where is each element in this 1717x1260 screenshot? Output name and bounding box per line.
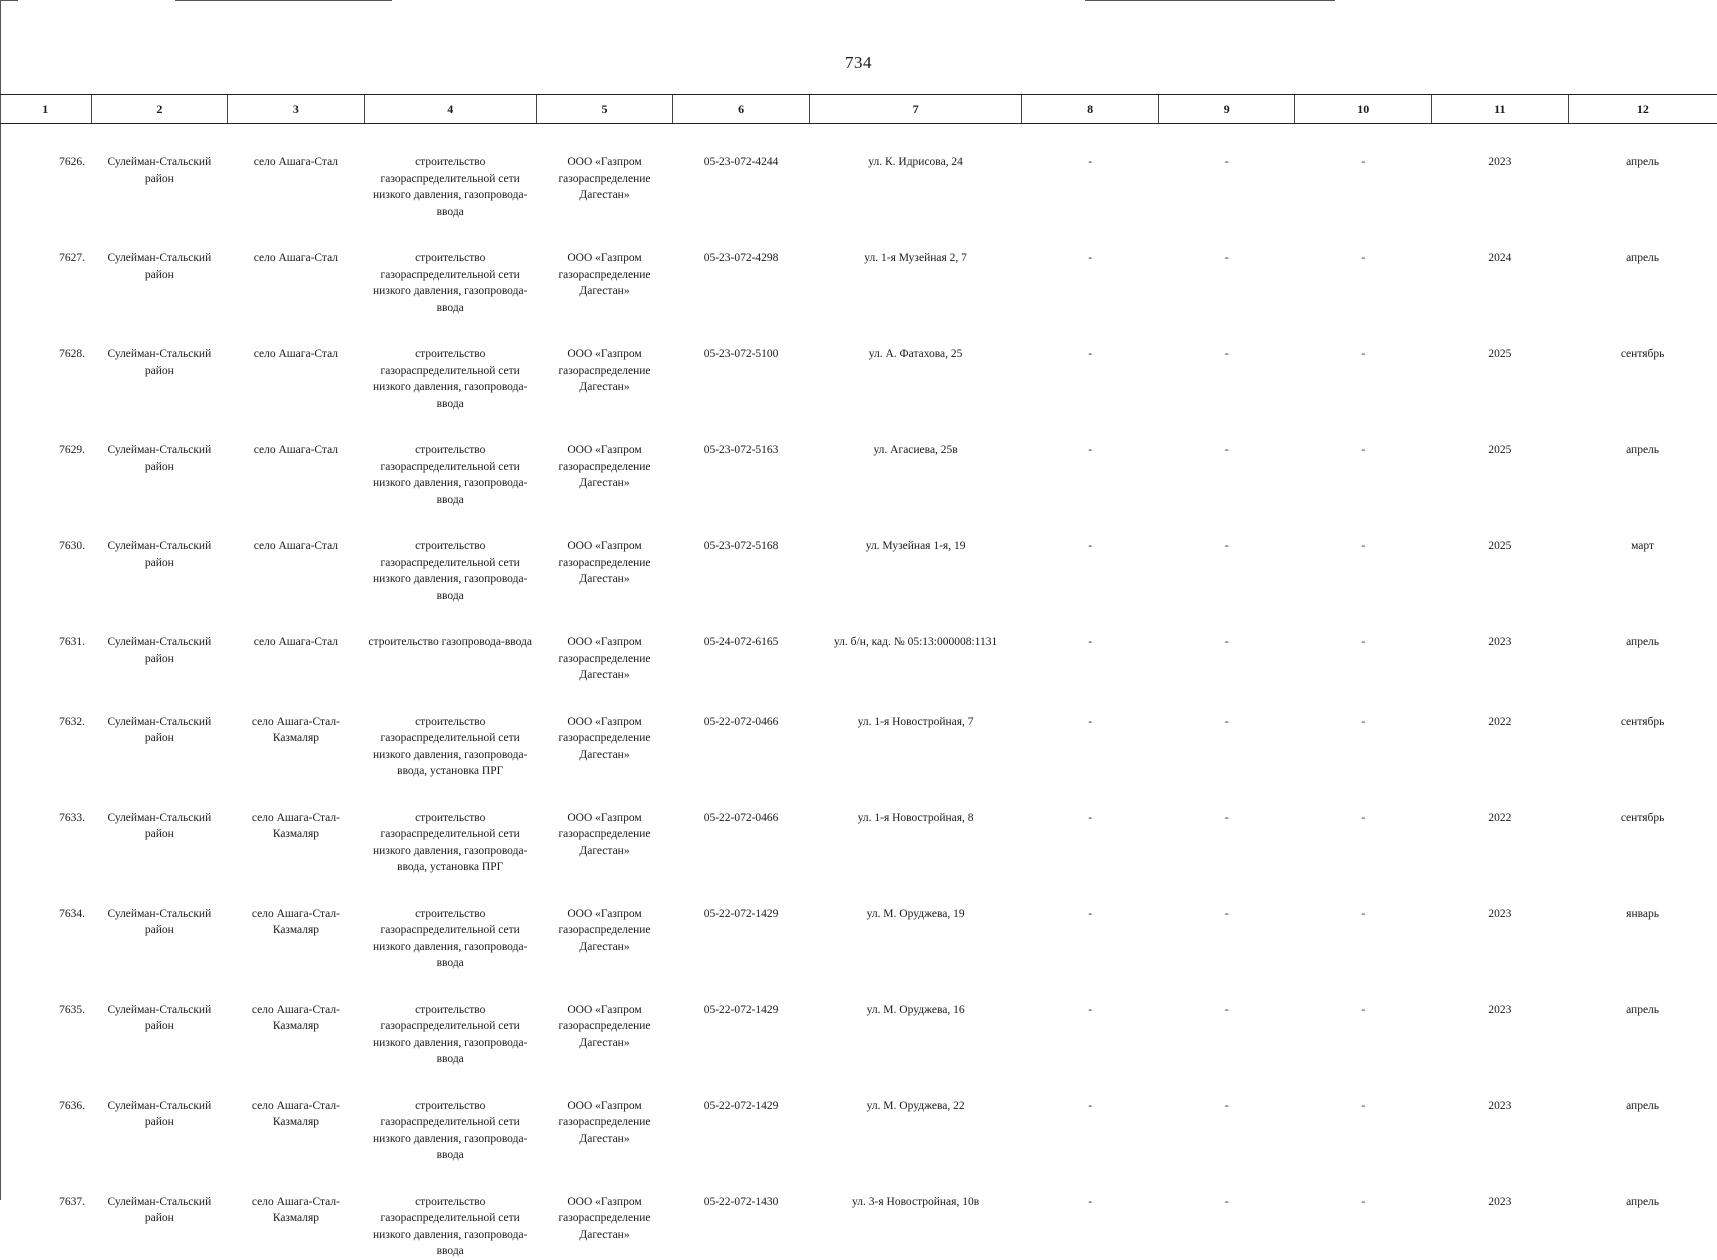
column-header: 12: [1568, 95, 1717, 124]
column-8-cell: -: [1088, 1003, 1093, 1016]
organization-cell: ООО «Газпром газораспределение Дагестан»: [558, 156, 651, 201]
settlement-cell: село Ашага-Стал-Казмаляр: [251, 1099, 340, 1128]
column-10-cell: -: [1361, 715, 1366, 728]
year-cell: 2023: [1488, 1003, 1512, 1016]
address-cell: ул. М. Оруджева, 19: [866, 907, 965, 920]
column-10-cell: -: [1361, 1099, 1366, 1112]
column-9-cell: -: [1224, 1195, 1229, 1208]
organization-cell: ООО «Газпром газораспределение Дагестан»: [558, 811, 651, 857]
column-10-cell: -: [1361, 636, 1366, 648]
table-row: [0, 220, 1717, 316]
column-10-cell: -: [1361, 907, 1366, 920]
year-cell: 2022: [1488, 811, 1512, 824]
year-cell: 2022: [1488, 715, 1512, 728]
column-9-cell: -: [1224, 811, 1229, 824]
work-type-cell: строительство газораспределительной сети низкого давления, газопровода-ввода: [373, 907, 528, 969]
year-cell: 2023: [1488, 636, 1512, 648]
row-number: 7636.: [59, 1099, 86, 1112]
table-row: [0, 1068, 1717, 1164]
object-code-cell: 05-23-072-5100: [703, 348, 779, 360]
column-8-cell: -: [1088, 156, 1093, 168]
district-cell: Сулейман-Стальский район: [107, 348, 212, 377]
scan-line-corner: [0, 0, 18, 1]
district-cell: Сулейман-Стальский район: [107, 252, 212, 281]
settlement-cell: село Ашага-Стал-Казмаляр: [251, 907, 340, 936]
row-number: 7630.: [59, 540, 86, 552]
column-10-cell: -: [1361, 540, 1366, 552]
district-cell: Сулейман-Стальский район: [107, 715, 212, 744]
organization-cell: ООО «Газпром газораспределение Дагестан»: [558, 1099, 651, 1145]
page-number: 734: [845, 53, 872, 72]
month-cell: апрель: [1626, 636, 1660, 648]
row-number: 7626.: [59, 156, 86, 168]
settlement-cell: село Ашага-Стал-Казмаляр: [251, 1195, 340, 1224]
column-8-cell: -: [1088, 907, 1093, 920]
object-code-cell: 05-23-072-4298: [703, 252, 779, 264]
column-10-cell: -: [1361, 1195, 1366, 1208]
district-cell: Сулейман-Стальский район: [107, 156, 212, 185]
work-type-cell: строительство газораспределительной сети низкого давления, газопровода-ввода: [373, 540, 528, 602]
address-cell: ул. б/н, кад. № 05:13:000008:1131: [833, 636, 998, 648]
work-type-cell: строительство газораспределительной сети низкого давления, газопровода-ввода, установка ПРГ: [373, 811, 528, 873]
object-code-cell: 05-22-072-1429: [703, 1003, 779, 1016]
row-number: 7634.: [59, 907, 86, 920]
settlement-cell: село Ашага-Стал-Казмаляр: [251, 1003, 340, 1032]
row-number: 7628.: [59, 348, 86, 360]
table-row: [0, 508, 1717, 604]
district-cell: Сулейман-Стальский район: [107, 540, 212, 569]
column-10-cell: -: [1361, 156, 1366, 168]
address-cell: ул. А. Фатахова, 25: [868, 348, 963, 360]
year-cell: 2023: [1488, 1099, 1512, 1112]
column-header: 5: [536, 95, 673, 124]
column-8-cell: -: [1088, 1195, 1093, 1208]
object-code-cell: 05-22-072-1430: [703, 1195, 779, 1208]
year-cell: 2023: [1488, 1195, 1512, 1208]
column-8-cell: -: [1088, 715, 1093, 728]
year-cell: 2025: [1488, 444, 1512, 456]
organization-cell: ООО «Газпром газораспределение Дагестан»: [558, 1195, 651, 1241]
table-row: [0, 684, 1717, 780]
object-code-cell: 05-24-072-6165: [703, 636, 779, 648]
district-cell: Сулейман-Стальский район: [107, 636, 212, 665]
organization-cell: ООО «Газпром газораспределение Дагестан»: [558, 715, 651, 761]
column-9-cell: -: [1224, 252, 1229, 264]
organization-cell: ООО «Газпром газораспределение Дагестан»: [558, 907, 651, 953]
row-number: 7629.: [59, 444, 86, 456]
year-cell: 2024: [1488, 252, 1512, 264]
column-9-cell: -: [1224, 907, 1229, 920]
month-cell: сентябрь: [1620, 348, 1665, 360]
column-header: 11: [1432, 95, 1569, 124]
column-header: 1: [0, 95, 91, 124]
address-cell: ул. М. Оруджева, 22: [866, 1099, 965, 1112]
column-header: 3: [228, 95, 365, 124]
organization-cell: ООО «Газпром газораспределение Дагестан»: [558, 540, 651, 585]
header-row: [0, 95, 1717, 124]
scan-line-top-left: [175, 0, 392, 1]
object-code-cell: 05-22-072-1429: [703, 1099, 779, 1112]
table-row: [0, 316, 1717, 412]
address-cell: ул. М. Оруджева, 16: [866, 1003, 965, 1016]
table-row: [0, 876, 1717, 972]
row-number: 7631.: [59, 636, 86, 648]
column-header: 4: [364, 95, 536, 124]
year-cell: 2025: [1488, 540, 1512, 552]
column-10-cell: -: [1361, 444, 1366, 456]
year-cell: 2023: [1488, 156, 1512, 168]
month-cell: апрель: [1626, 444, 1660, 456]
row-number: 7633.: [59, 811, 86, 824]
address-cell: ул. 3-я Новостройная, 10в: [852, 1195, 980, 1208]
row-number: 7627.: [59, 252, 86, 264]
column-header: 9: [1158, 95, 1295, 124]
district-cell: Сулейман-Стальский район: [107, 1195, 212, 1224]
district-cell: Сулейман-Стальский район: [107, 1003, 212, 1032]
column-8-cell: -: [1088, 811, 1093, 824]
row-number: 7635.: [59, 1003, 86, 1016]
month-cell: сентябрь: [1620, 715, 1665, 728]
object-code-cell: 05-23-072-5168: [703, 540, 779, 552]
row-number: 7632.: [59, 715, 86, 728]
settlement-cell: село Ашага-Стал: [253, 540, 339, 552]
settlement-cell: село Ашага-Стал-Казмаляр: [251, 811, 340, 840]
settlement-cell: село Ашага-Стал-Казмаляр: [251, 715, 340, 744]
organization-cell: ООО «Газпром газораспределение Дагестан»: [558, 252, 651, 297]
settlement-cell: село Ашага-Стал: [253, 444, 339, 456]
column-10-cell: -: [1361, 348, 1366, 360]
month-cell: январь: [1626, 907, 1659, 920]
month-cell: апрель: [1626, 1195, 1660, 1208]
column-10-cell: -: [1361, 1003, 1366, 1016]
column-8-cell: -: [1088, 1099, 1093, 1112]
column-9-cell: -: [1224, 1003, 1229, 1016]
table-row: [0, 972, 1717, 1068]
object-code-cell: 05-22-072-1429: [703, 907, 779, 920]
year-cell: 2025: [1488, 348, 1512, 360]
column-9-cell: -: [1224, 1099, 1229, 1112]
month-cell: апрель: [1626, 1003, 1660, 1016]
column-9-cell: -: [1224, 540, 1229, 552]
address-cell: ул. Агасиева, 25в: [873, 444, 958, 456]
column-10-cell: -: [1361, 252, 1366, 264]
address-cell: ул. К. Идрисова, 24: [868, 156, 963, 168]
column-9-cell: -: [1224, 715, 1229, 728]
work-type-cell: строительство газораспределительной сети низкого давления, газопровода-ввода: [373, 156, 528, 218]
settlement-cell: село Ашага-Стал: [253, 636, 339, 648]
table-row: [0, 1164, 1717, 1260]
work-type-cell: строительство газораспределительной сети низкого давления, газопровода-ввода: [373, 252, 528, 314]
organization-cell: ООО «Газпром газораспределение Дагестан»: [558, 444, 651, 489]
column-9-cell: -: [1224, 444, 1229, 456]
district-cell: Сулейман-Стальский район: [107, 811, 212, 840]
organization-cell: ООО «Газпром газораспределение Дагестан»: [558, 348, 651, 393]
column-10-cell: -: [1361, 811, 1366, 824]
settlement-cell: село Ашага-Стал: [253, 156, 339, 168]
column-header: 10: [1295, 95, 1432, 124]
column-header: 2: [91, 95, 228, 124]
settlement-cell: село Ашага-Стал: [253, 252, 339, 264]
district-cell: Сулейман-Стальский район: [107, 444, 212, 473]
column-8-cell: -: [1088, 348, 1093, 360]
work-type-cell: строительство газораспределительной сети низкого давления, газопровода-ввода: [373, 1099, 528, 1161]
work-type-cell: строительство газораспределительной сети низкого давления, газопровода-ввода: [373, 444, 528, 506]
settlement-cell: село Ашага-Стал: [253, 348, 339, 360]
row-number: 7637.: [59, 1195, 86, 1208]
table-row: [0, 604, 1717, 684]
column-9-cell: -: [1224, 156, 1229, 168]
column-8-cell: -: [1088, 540, 1093, 552]
organization-cell: ООО «Газпром газораспределение Дагестан»: [558, 636, 651, 681]
address-cell: ул. 1-я Музейная 2, 7: [864, 252, 967, 264]
month-cell: апрель: [1626, 1099, 1660, 1112]
organization-cell: ООО «Газпром газораспределение Дагестан»: [558, 1003, 651, 1049]
table-row: [0, 780, 1717, 876]
column-9-cell: -: [1224, 348, 1229, 360]
district-cell: Сулейман-Стальский район: [107, 907, 212, 936]
address-cell: ул. 1-я Новостройная, 8: [857, 811, 974, 824]
object-code-cell: 05-22-072-0466: [703, 715, 779, 728]
registry-table: [0, 94, 1717, 1260]
work-type-cell: строительство газопровода-ввода: [368, 636, 532, 648]
year-cell: 2023: [1488, 907, 1512, 920]
month-cell: апрель: [1626, 156, 1660, 168]
object-code-cell: 05-23-072-5163: [703, 444, 779, 456]
address-cell: ул. 1-я Новостройная, 7: [857, 715, 974, 728]
scan-line-top-right: [1085, 0, 1335, 1]
column-8-cell: -: [1088, 252, 1093, 264]
column-header: 6: [673, 95, 810, 124]
column-header: 7: [809, 95, 1021, 124]
column-header: 8: [1022, 95, 1159, 124]
column-9-cell: -: [1224, 636, 1229, 648]
month-cell: сентябрь: [1620, 811, 1665, 824]
column-8-cell: -: [1088, 636, 1093, 648]
table-row: [0, 124, 1717, 221]
object-code-cell: 05-23-072-4244: [703, 156, 779, 168]
work-type-cell: строительство газораспределительной сети низкого давления, газопровода-ввода, установка ПРГ: [373, 715, 528, 777]
district-cell: Сулейман-Стальский район: [107, 1099, 212, 1128]
object-code-cell: 05-22-072-0466: [703, 811, 779, 824]
work-type-cell: строительство газораспределительной сети низкого давления, газопровода-ввода: [373, 1003, 528, 1065]
table-row: [0, 412, 1717, 508]
work-type-cell: строительство газораспределительной сети низкого давления, газопровода-ввода: [373, 348, 528, 410]
address-cell: ул. Музейная 1-я, 19: [865, 540, 966, 552]
column-8-cell: -: [1088, 444, 1093, 456]
month-cell: апрель: [1626, 252, 1660, 264]
work-type-cell: строительство газораспределительной сети низкого давления, газопровода-ввода: [373, 1195, 528, 1257]
month-cell: март: [1631, 540, 1655, 552]
